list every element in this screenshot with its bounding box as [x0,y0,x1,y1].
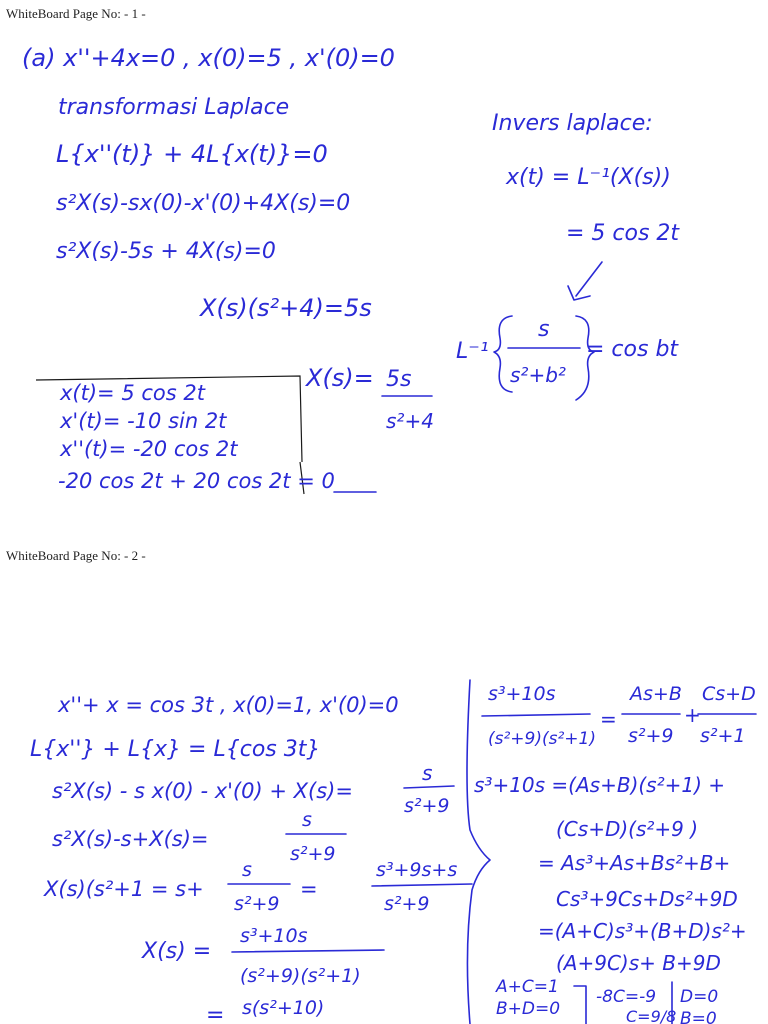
handwritten-line: x''(t)= -20 cos 2t [60,437,238,461]
fraction-denominator: s²+9 [628,725,674,747]
bracket-mark [574,986,586,1024]
handwritten-line: -8C=-9 [596,987,657,1007]
handwritten-line: x(t) = L⁻¹(X(s)) [506,165,671,190]
whiteboard-page-2 [0,530,768,1024]
fraction-denominator: s²+9 [290,843,336,865]
fraction-numerator: s³+9s+s [376,859,458,881]
handwritten-line: s³+10s =(As+B)(s²+1) + [474,773,726,797]
handwritten-line: Cs³+9Cs+Ds²+9D [556,887,738,911]
fraction-bar [404,786,454,788]
handwritten-line: (Cs+D)(s²+9 ) [556,817,699,841]
fraction-denominator: s²+9 [234,893,280,915]
handwritten-line: + [684,703,701,727]
handwritten-line: x(t)= 5 cos 2t [60,381,205,405]
handwritten-line: C=9/8 [626,1007,677,1024]
fraction-numerator: s [538,317,550,342]
handwritten-line: D=0 [680,987,719,1007]
fraction-numerator: Cs+D [702,683,756,705]
fraction-denominator: s²+9 [404,795,450,817]
fraction-denominator: s²+b² [510,363,566,387]
fraction-numerator: s³+10s [240,925,308,947]
handwritten-line: = cos bt [586,337,679,362]
handwritten-line: X(s) = [142,939,212,964]
handwritten-line: transformasi Laplace [58,95,290,120]
fraction-denominator: s²+1 [700,725,746,747]
handwritten-line: s²X(s)-5s + 4X(s)=0 [56,239,276,264]
handwritten-line: X(s)(s²+1 = s+ [44,877,204,901]
handwritten-line: (a) x''+4x=0 , x(0)=5 , x'(0)=0 [22,44,395,72]
fraction-numerator: s [242,859,252,881]
fraction-numerator: s [302,809,312,831]
handwritten-line: x'(t)= -10 sin 2t [60,409,227,433]
handwritten-line: Invers laplace: [492,111,653,136]
fraction-bar [372,884,472,886]
fraction-bar [232,950,384,952]
handwritten-line: L{x''(t)} + 4L{x(t)}=0 [56,140,328,168]
fraction-bar [482,714,590,716]
handwritten-line: = [206,1003,225,1024]
handwritten-line: B=0 [680,1009,717,1024]
whiteboard-page-label: WhiteBoard Page No: - 1 - [6,6,146,21]
fraction-numerator: 5s [386,367,412,392]
handwritten-line: x''+ x = cos 3t , x(0)=1, x'(0)=0 [58,693,399,717]
handwritten-line: L⁻¹ [456,339,489,364]
handwritten-line: = As³+As+Bs²+B+ [538,851,731,875]
handwritten-line: =(A+C)s³+(B+D)s²+ [538,919,747,943]
fraction-denominator: s²+4 [386,409,434,433]
fraction-denominator: (s²+9)(s²+1) [240,965,361,987]
handwritten-line: = 5 cos 2t [566,221,680,246]
handwritten-line: -20 cos 2t + 20 cos 2t = 0 [58,469,335,493]
handwritten-line: X(s)= [306,364,374,392]
fraction-denominator: s²+9 [384,893,430,915]
whiteboard-page-label: WhiteBoard Page No: - 2 - [6,548,146,563]
handwritten-line: (A+9C)s+ B+9D [556,951,721,975]
handwritten-line: = [300,877,318,901]
handwritten-line: B+D=0 [496,999,561,1019]
fraction-numerator: s [422,761,433,785]
fraction-denominator: (s²+9)(s²+1) [488,729,596,749]
fraction-numerator: s³+10s [488,683,556,705]
handwritten-line: s²X(s) - s x(0) - x'(0) + X(s)= [52,779,353,803]
handwritten-line: X(s)(s²+4)=5s [200,294,372,322]
handwritten-line: A+C=1 [496,977,559,997]
brace-divider [467,680,490,1024]
handwritten-line: s²X(s)-s+X(s)= [52,827,209,851]
handwritten-line: s²X(s)-sx(0)-x'(0)+4X(s)=0 [56,191,351,216]
arrow-icon [568,262,602,300]
fraction-numerator: s(s²+10) [242,997,325,1019]
fraction-numerator: As+B [630,683,682,705]
handwritten-line: = [600,707,617,731]
handwritten-line: L{x''} + L{x} = L{cos 3t} [30,737,321,762]
